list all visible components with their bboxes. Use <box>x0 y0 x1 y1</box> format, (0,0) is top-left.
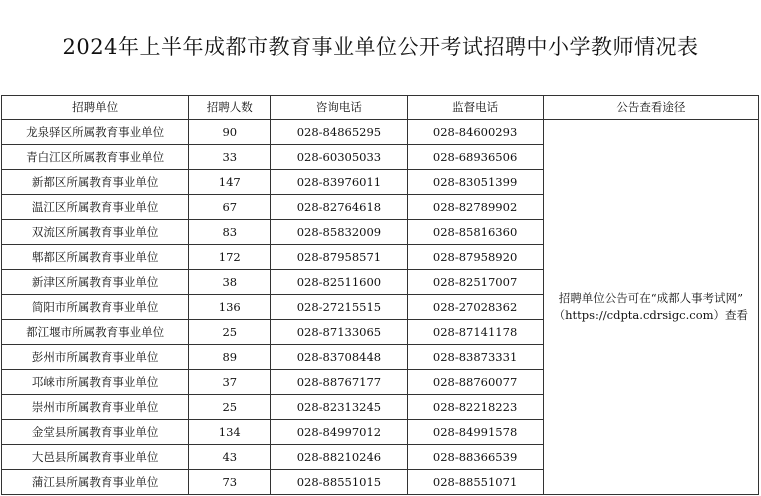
notice-channel-cell <box>543 120 758 495</box>
unit-cell: 双流区所属教育事业单位 <box>2 220 189 245</box>
header-unit: 招聘单位 <box>2 96 189 120</box>
header-notice-channel: 公告查看途径 <box>543 96 758 120</box>
supervise-phone-cell: 028-83051399 <box>407 170 543 195</box>
consult-phone-cell: 028-88551015 <box>271 470 407 495</box>
consult-phone-cell: 028-88210246 <box>271 445 407 470</box>
unit-cell: 崇州市所属教育事业单位 <box>2 395 189 420</box>
page-title: 2024年上半年成都市教育事业单位公开考试招聘中小学教师情况表 <box>62 35 699 59</box>
unit-cell: 大邑县所属教育事业单位 <box>2 445 189 470</box>
consult-phone-cell: 028-82313245 <box>271 395 407 420</box>
unit-cell: 彭州市所属教育事业单位 <box>2 345 189 370</box>
unit-cell: 都江堰市所属教育事业单位 <box>2 320 189 345</box>
count-cell: 25 <box>189 320 271 345</box>
count-cell: 134 <box>189 420 271 445</box>
count-cell: 136 <box>189 295 271 320</box>
supervise-phone-cell: 028-82517007 <box>407 270 543 295</box>
count-cell: 147 <box>189 170 271 195</box>
header-supervise-phone: 监督电话 <box>407 96 543 120</box>
consult-phone-cell: 028-82764618 <box>271 195 407 220</box>
consult-phone-cell: 028-84997012 <box>271 420 407 445</box>
unit-cell: 郫都区所属教育事业单位 <box>2 245 189 270</box>
unit-cell: 邛崃市所属教育事业单位 <box>2 370 189 395</box>
count-cell: 67 <box>189 195 271 220</box>
supervise-phone-cell: 028-88366539 <box>407 445 543 470</box>
supervise-phone-cell: 028-83873331 <box>407 345 543 370</box>
count-cell: 38 <box>189 270 271 295</box>
count-cell: 172 <box>189 245 271 270</box>
unit-cell: 新都区所属教育事业单位 <box>2 170 189 195</box>
header-consult-phone: 咨询电话 <box>271 96 407 120</box>
consult-phone-cell: 028-85832009 <box>271 220 407 245</box>
header-count: 招聘人数 <box>189 96 271 120</box>
count-cell: 73 <box>189 470 271 495</box>
supervise-phone-cell: 028-88760077 <box>407 370 543 395</box>
notice-line-1: 招聘单位公告可在“成都人事考试网” <box>558 291 743 305</box>
supervise-phone-cell: 028-82789902 <box>407 195 543 220</box>
unit-cell: 蒲江县所属教育事业单位 <box>2 470 189 495</box>
supervise-phone-cell: 028-88551071 <box>407 470 543 495</box>
consult-phone-cell: 028-88767177 <box>271 370 407 395</box>
supervise-phone-cell: 028-87958920 <box>407 245 543 270</box>
consult-phone-cell: 028-60305033 <box>271 145 407 170</box>
consult-phone-cell: 028-83708448 <box>271 345 407 370</box>
supervise-phone-cell: 028-84600293 <box>407 120 543 145</box>
consult-phone-cell: 028-83976011 <box>271 170 407 195</box>
consult-phone-cell: 028-87133065 <box>271 320 407 345</box>
table-row <box>2 120 759 145</box>
unit-cell: 新津区所属教育事业单位 <box>2 270 189 295</box>
consult-phone-cell: 028-82511600 <box>271 270 407 295</box>
unit-cell: 简阳市所属教育事业单位 <box>2 295 189 320</box>
count-cell: 25 <box>189 395 271 420</box>
supervise-phone-cell: 028-85816360 <box>407 220 543 245</box>
supervise-phone-cell: 028-84991578 <box>407 420 543 445</box>
supervise-phone-cell: 028-87141178 <box>407 320 543 345</box>
count-cell: 33 <box>189 145 271 170</box>
table-body <box>2 120 759 495</box>
table-header-row <box>2 96 759 120</box>
supervise-phone-cell: 028-27028362 <box>407 295 543 320</box>
consult-phone-cell: 028-84865295 <box>271 120 407 145</box>
unit-cell: 龙泉驿区所属教育事业单位 <box>2 120 189 145</box>
consult-phone-cell: 028-87958571 <box>271 245 407 270</box>
count-cell: 90 <box>189 120 271 145</box>
supervise-phone-cell: 028-82218223 <box>407 395 543 420</box>
recruitment-table <box>1 95 759 495</box>
consult-phone-cell: 028-27215515 <box>271 295 407 320</box>
unit-cell: 青白江区所属教育事业单位 <box>2 145 189 170</box>
supervise-phone-cell: 028-68936506 <box>407 145 543 170</box>
count-cell: 43 <box>189 445 271 470</box>
count-cell: 89 <box>189 345 271 370</box>
unit-cell: 金堂县所属教育事业单位 <box>2 420 189 445</box>
count-cell: 37 <box>189 370 271 395</box>
unit-cell: 温江区所属教育事业单位 <box>2 195 189 220</box>
count-cell: 83 <box>189 220 271 245</box>
notice-line-2: （https://cdpta.cdrsigc.com）查看 <box>553 308 749 322</box>
